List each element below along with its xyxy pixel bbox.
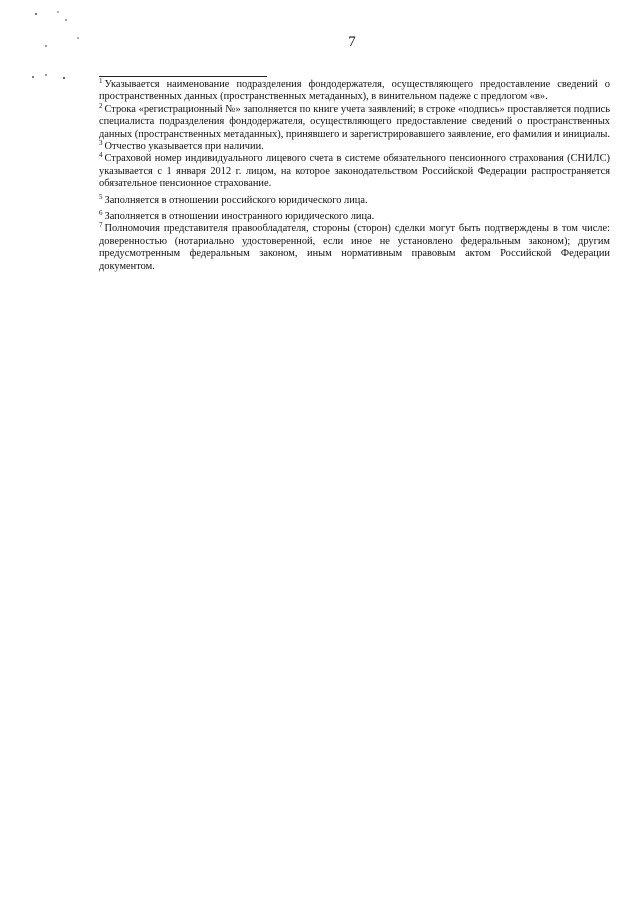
footnote-6 xyxy=(99,211,610,223)
footnote-3 xyxy=(99,141,610,153)
footnote-text: Страховой номер индивидуального лицевого счета в системе обязательного пенсионного страхования (СНИЛС) указывается с 1 января 2012 г. лицом, на которое законодательством Российской Федерации распространяется обязательное пенсионное страхование. xyxy=(99,153,610,190)
footnote-mark: 2 xyxy=(99,101,103,110)
footnote-text: Указывается наименование подразделения фондодержателя, осуществляющего предоставление сведений о пространственных данных (пространственных метаданных), в винительном падеже с предлогом «в». xyxy=(99,79,610,103)
footnote-mark: 7 xyxy=(99,221,103,230)
footnote-mark: 6 xyxy=(99,209,103,218)
footnote-4 xyxy=(99,153,610,190)
footnote-1 xyxy=(99,79,610,104)
footnote-text: Заполняется в отношении иностранного юридического лица. xyxy=(104,211,375,223)
footnote-text: Строка «регистрационный №» заполняется по книге учета заявлений; в строке «подпись» проставляется подпись специалиста подразделения фондодержателя, осуществляющего предоставление сведений о пространственных данных (пространственных метаданных), принявшего и зарегистрировавшего заявление, его фамилия и инициалы. xyxy=(99,103,610,140)
footnote-text: Заполняется в отношении российского юридического лица. xyxy=(104,194,368,206)
footnote-2 xyxy=(99,101,610,141)
footnotes xyxy=(99,79,610,273)
page-number: 7 xyxy=(348,34,356,50)
footnote-text: Полномочия представителя правообладателя, стороны (сторон) сделки могут быть подтверждены в том числе: доверенностью (нотариально удостоверенной, если иное не установлено федеральным законом); другим предусмотренным федеральным законом, иным нормативным правовым актом Российской Федерации документом. xyxy=(99,223,610,272)
footnote-mark: 4 xyxy=(99,151,103,160)
footnote-text: Отчество указывается при наличии. xyxy=(104,141,264,153)
footnote-7 xyxy=(99,223,610,273)
footnote-mark: 3 xyxy=(99,139,103,148)
footnote-mark: 1 xyxy=(99,77,103,85)
footnote-separator xyxy=(99,76,267,77)
footnote-5 xyxy=(99,192,610,207)
footnote-mark: 5 xyxy=(99,192,103,201)
